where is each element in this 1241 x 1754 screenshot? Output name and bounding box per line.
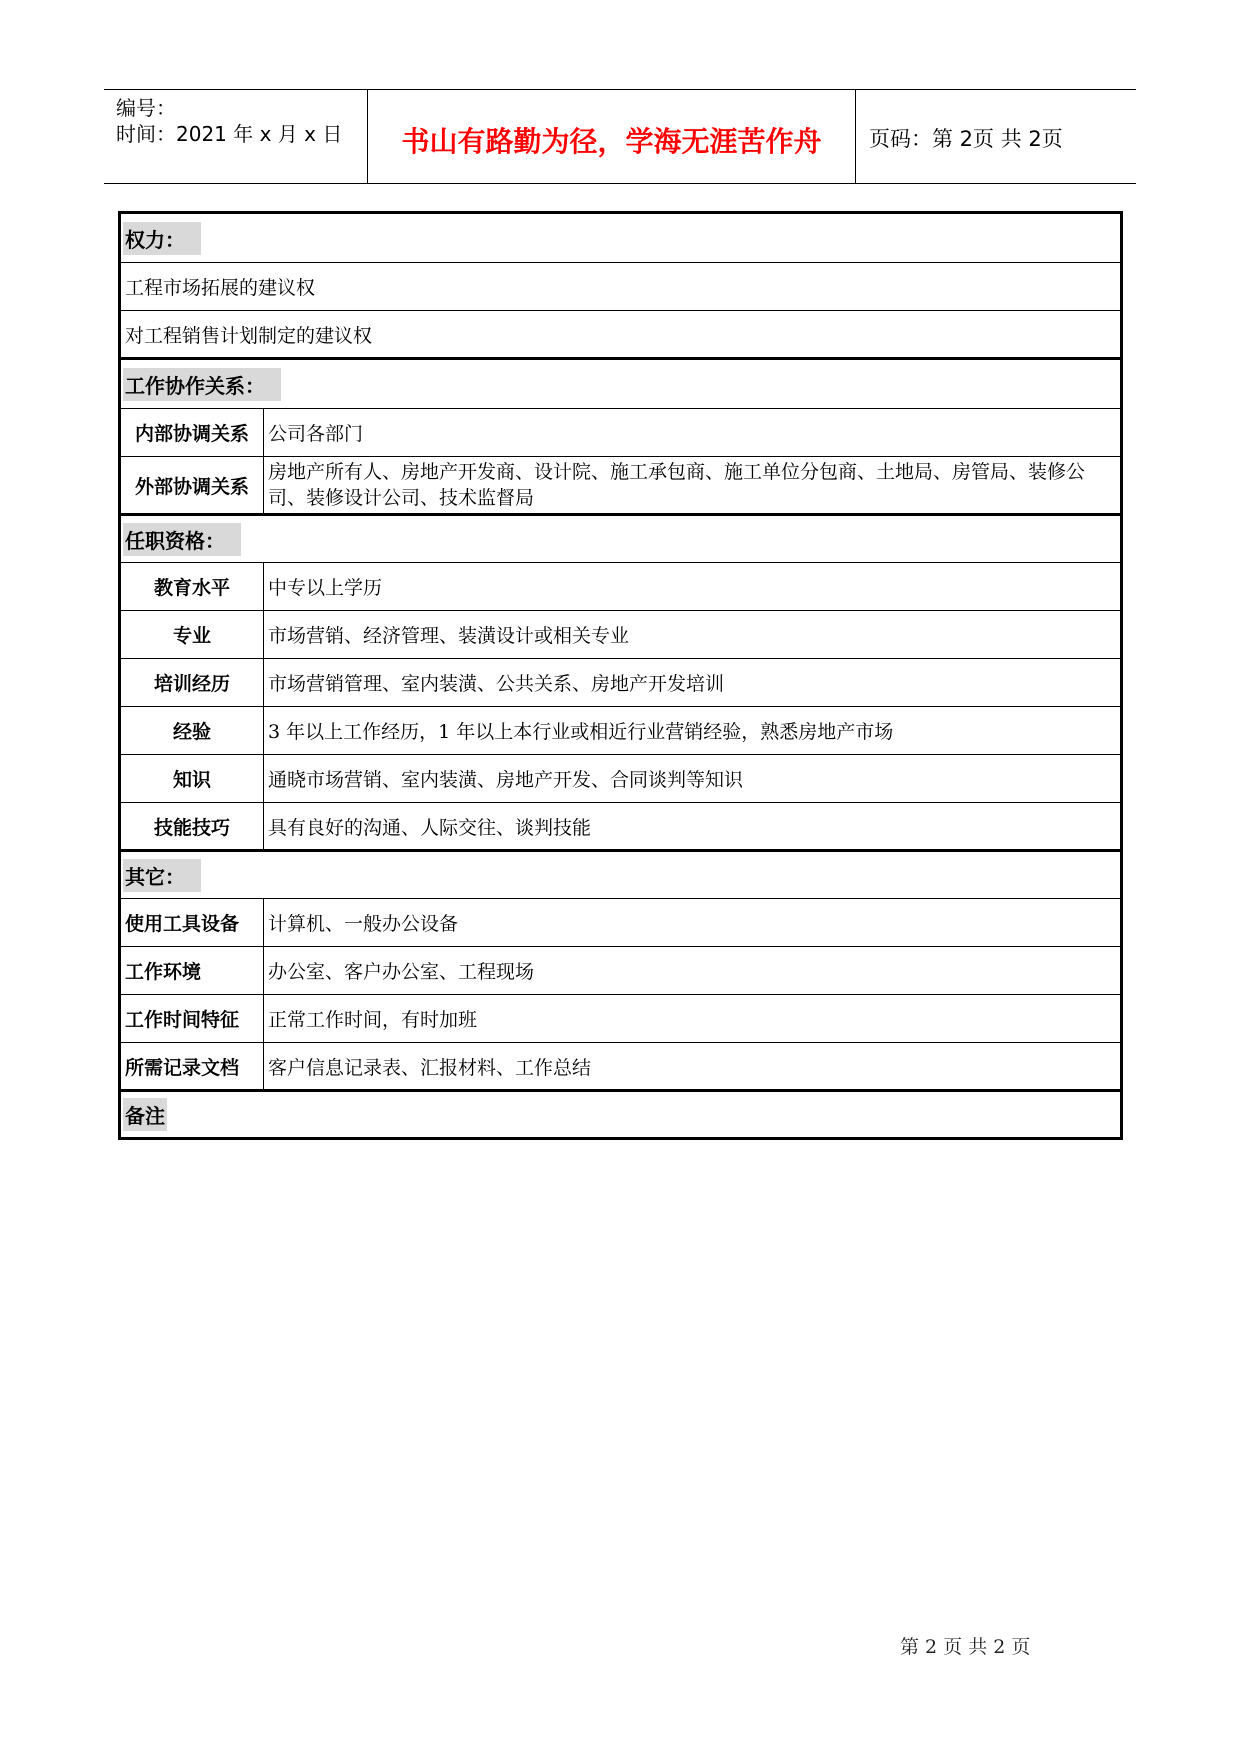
section-title-other: 其它： [123, 859, 201, 892]
section-header-row [120, 851, 1122, 899]
row-value: 正常工作时间，有时加班 [264, 995, 1122, 1043]
power-item-row [120, 263, 1122, 311]
power-item: 对工程销售计划制定的建议权 [120, 311, 1122, 359]
power-item-row [120, 311, 1122, 359]
power-item: 工程市场拓展的建议权 [120, 263, 1122, 311]
row-value: 市场营销管理、室内装潢、公共关系、房地产开发培训 [264, 659, 1122, 707]
qualification-row [120, 755, 1122, 803]
section-header-row [120, 1091, 1122, 1139]
header-page-cell [857, 90, 1136, 183]
row-value: 中专以上学历 [264, 563, 1122, 611]
section-header-row [120, 213, 1122, 263]
serial-number-label: 编号： [116, 96, 176, 120]
qualification-row [120, 563, 1122, 611]
row-label: 技能技巧 [120, 803, 264, 851]
row-label: 培训经历 [120, 659, 264, 707]
page-header [104, 89, 1136, 184]
row-label: 工作环境 [120, 947, 264, 995]
section-header-row [120, 515, 1122, 563]
section-title-collaboration: 工作协作关系： [123, 368, 281, 401]
other-row [120, 947, 1122, 995]
row-label: 工作时间特征 [120, 995, 264, 1043]
qualification-row [120, 659, 1122, 707]
row-label: 内部协调关系 [120, 409, 264, 457]
row-value: 3 年以上工作经历，1 年以上本行业或相近行业营销经验，熟悉房地产市场 [264, 707, 1122, 755]
row-value: 房地产所有人、房地产开发商、设计院、施工承包商、施工单位分包商、土地局、房管局、装修公司、装修设计公司、技术监督局 [264, 457, 1122, 515]
row-label: 专业 [120, 611, 264, 659]
other-row [120, 1043, 1122, 1091]
qualification-row [120, 707, 1122, 755]
header-slogan-cell [368, 90, 856, 183]
row-value: 办公室、客户办公室、工程现场 [264, 947, 1122, 995]
collaboration-row [120, 409, 1122, 457]
row-label: 教育水平 [120, 563, 264, 611]
section-title-remarks: 备注 [123, 1098, 167, 1131]
row-value: 通晓市场营销、室内装潢、房地产开发、合同谈判等知识 [264, 755, 1122, 803]
page-footer-number: 第 2 页 共 2 页 [900, 1636, 1031, 1658]
page-code: 页码：第 2页 共 2页 [869, 127, 1063, 151]
date-label: 时间：2021 年 x 月 x 日 [116, 122, 343, 146]
row-label: 外部协调关系 [120, 457, 264, 515]
other-row [120, 995, 1122, 1043]
header-meta-cell [104, 90, 368, 183]
row-label: 经验 [120, 707, 264, 755]
qualification-row [120, 611, 1122, 659]
other-row [120, 899, 1122, 947]
section-title-power: 权力： [123, 222, 201, 255]
row-label: 所需记录文档 [120, 1043, 264, 1091]
row-value: 具有良好的沟通、人际交往、谈判技能 [264, 803, 1122, 851]
section-title-qualifications: 任职资格： [123, 523, 241, 556]
collaboration-row [120, 457, 1122, 515]
row-value: 客户信息记录表、汇报材料、工作总结 [264, 1043, 1122, 1091]
row-label: 知识 [120, 755, 264, 803]
section-header-row [120, 359, 1122, 409]
row-value: 计算机、一般办公设备 [264, 899, 1122, 947]
row-label: 使用工具设备 [120, 899, 264, 947]
job-description-table [118, 211, 1123, 1140]
slogan: 书山有路勤为径，学海无涯苦作舟 [401, 125, 822, 158]
qualification-row [120, 803, 1122, 851]
row-value: 市场营销、经济管理、装潢设计或相关专业 [264, 611, 1122, 659]
row-value: 公司各部门 [264, 409, 1122, 457]
